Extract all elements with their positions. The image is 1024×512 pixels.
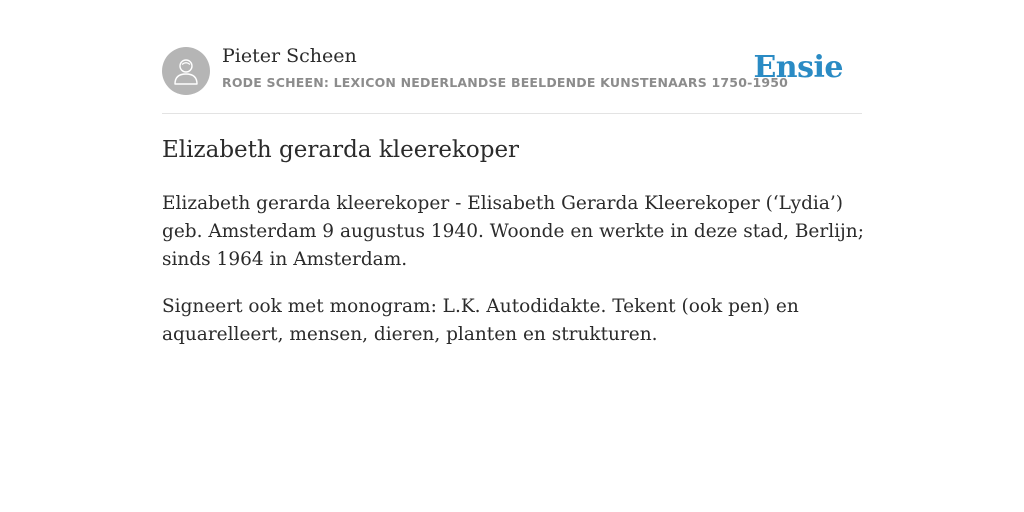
source-label[interactable]: RODE SCHEEN: LEXICON NEDERLANDSE BEELDENDE KUNSTENAARS 1750-1950 (222, 75, 789, 90)
article-paragraph: Elizabeth gerarda kleerekoper - Elisabeth Gerarda Kleerekoper (‘Lydia’) geb. Amsterdam 9 augustus 1940. Woonde en werkte in deze stad, Berlijn; sinds 1964 in Amsterdam. (162, 193, 864, 270)
user-icon (172, 56, 200, 86)
author-name[interactable]: Pieter Scheen (222, 45, 357, 67)
article-paragraph: Signeert ook met monogram: L.K. Autodidakte. Tekent (ook pen) en aquarelleert, mensen, dieren, planten en strukturen. (162, 296, 799, 345)
content-container (162, 0, 864, 345)
article-title: Elizabeth gerarda kleerekoper (162, 137, 520, 163)
author-avatar[interactable] (162, 47, 210, 95)
article-header (162, 0, 862, 114)
ensie-logo[interactable]: Ensie (753, 50, 843, 85)
